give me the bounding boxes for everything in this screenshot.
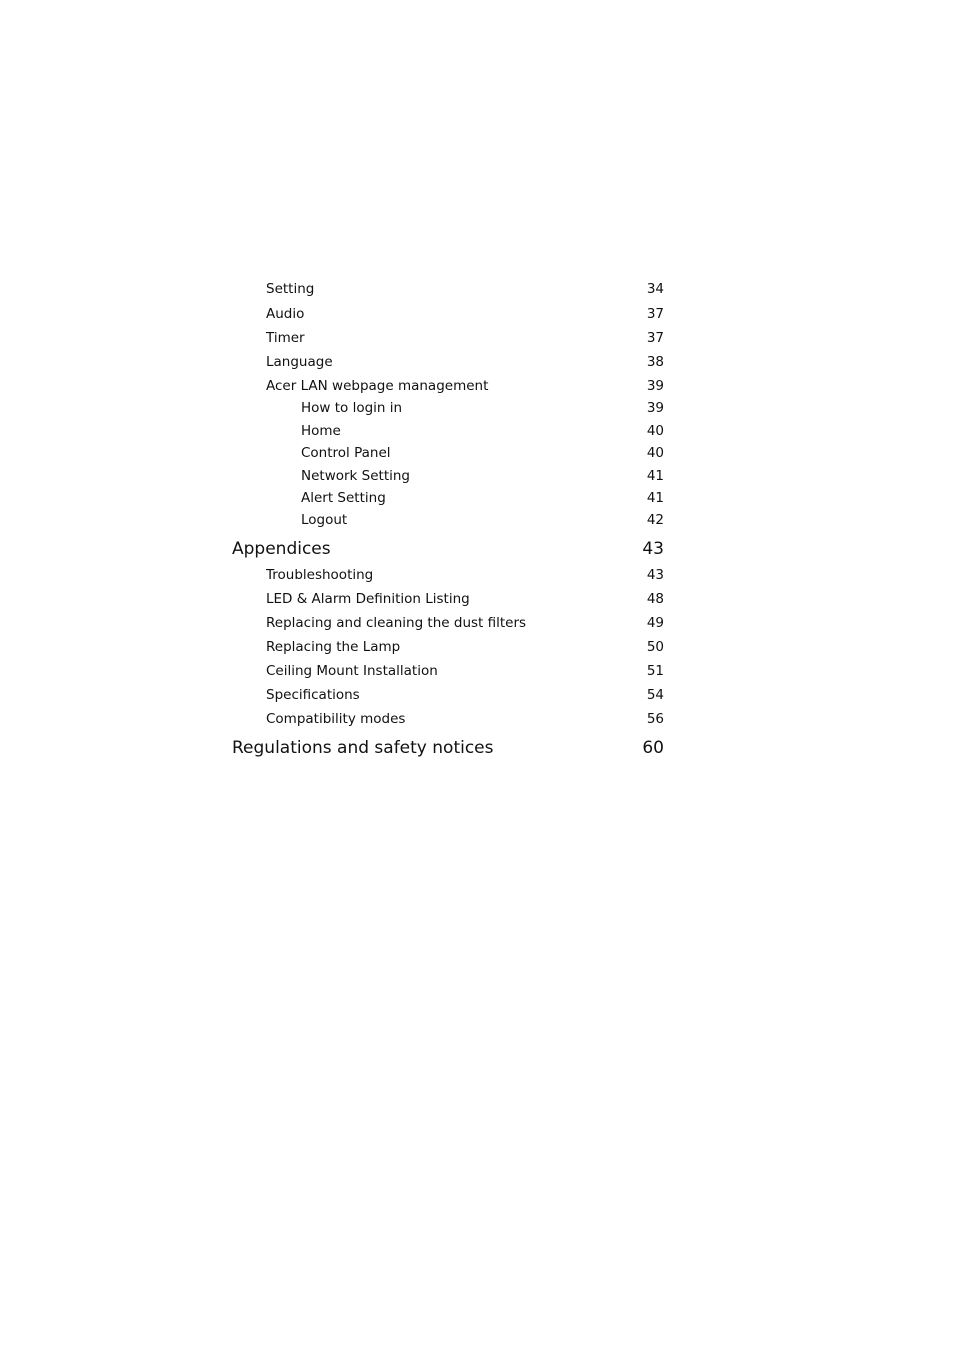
- toc-entry-page: 41: [646, 468, 664, 484]
- toc-entry-page: 40: [646, 445, 664, 461]
- toc-entry-timer[interactable]: [0, 328, 954, 350]
- toc-entry-page: 38: [646, 354, 664, 370]
- toc-chapter-title: Regulations and safety notices: [232, 738, 494, 758]
- toc-entry-title: Audio: [266, 306, 305, 322]
- toc-entry-setting[interactable]: [0, 279, 954, 301]
- toc-entry-page: 43: [646, 567, 664, 583]
- toc-entry-page: 50: [646, 639, 664, 655]
- toc-entry-page: 49: [646, 615, 664, 631]
- toc-entry-title: LED & Alarm Definition Listing: [266, 591, 470, 607]
- toc-entry-title: Home: [301, 423, 341, 439]
- toc-entry-title: Replacing the Lamp: [266, 639, 401, 655]
- toc-entry-led-alarm-definition-listing[interactable]: [0, 589, 954, 611]
- toc-entry-ceiling-mount-installation[interactable]: [0, 661, 954, 683]
- toc-entry-title: How to login in: [301, 400, 403, 416]
- toc-entry-page: 48: [646, 591, 664, 607]
- toc-entry-title: Alert Setting: [301, 490, 386, 506]
- toc-entry-page: 37: [646, 306, 664, 322]
- toc-entry-title: Ceiling Mount Installation: [266, 663, 438, 679]
- toc-entry-acer-lan-webpage-management[interactable]: [0, 376, 954, 398]
- toc-entry-language[interactable]: [0, 352, 954, 374]
- toc-entry-page: 39: [646, 400, 664, 416]
- toc-entry-compatibility-modes[interactable]: [0, 709, 954, 731]
- toc-entry-page: 39: [646, 378, 664, 394]
- toc-entry-title: Compatibility modes: [266, 711, 406, 727]
- toc-entry-page: 34: [646, 281, 664, 297]
- toc-chapter-regulations-safety-notices[interactable]: [0, 737, 954, 759]
- toc-entry-title: Logout: [301, 512, 348, 528]
- toc-entry-page: 54: [646, 687, 664, 703]
- toc-entry-title: Troubleshooting: [266, 567, 374, 583]
- toc-entry-control-panel[interactable]: [0, 443, 954, 465]
- toc-entry-page: 56: [646, 711, 664, 727]
- toc-entry-page: 42: [646, 512, 664, 528]
- toc-entry-title: Replacing and cleaning the dust filters: [266, 615, 527, 631]
- toc-entry-page: 41: [646, 490, 664, 506]
- toc-entry-title: Timer: [266, 330, 305, 346]
- toc-entry-audio[interactable]: [0, 304, 954, 326]
- toc-entry-logout[interactable]: [0, 510, 954, 532]
- toc-entry-replacing-cleaning-dust-filters[interactable]: [0, 613, 954, 635]
- toc-entry-page: 51: [646, 663, 664, 679]
- toc-chapter-page: 43: [642, 539, 664, 559]
- toc-entry-troubleshooting[interactable]: [0, 565, 954, 587]
- toc-entry-title: Control Panel: [301, 445, 391, 461]
- toc-entry-specifications[interactable]: [0, 685, 954, 707]
- toc-entry-title: Acer LAN webpage management: [266, 378, 489, 394]
- toc-entry-page: 40: [646, 423, 664, 439]
- toc-entry-replacing-the-lamp[interactable]: [0, 637, 954, 659]
- toc-chapter-title: Appendices: [232, 539, 331, 559]
- toc-entry-how-to-login-in[interactable]: [0, 398, 954, 420]
- toc-entry-alert-setting[interactable]: [0, 488, 954, 510]
- toc-entry-home[interactable]: [0, 421, 954, 443]
- toc-entry-title: Specifications: [266, 687, 360, 703]
- toc-entry-network-setting[interactable]: [0, 466, 954, 488]
- toc-chapter-page: 60: [642, 738, 664, 758]
- toc-entry-page: 37: [646, 330, 664, 346]
- toc-entry-title: Language: [266, 354, 333, 370]
- toc-entry-title: Network Setting: [301, 468, 410, 484]
- toc-chapter-appendices[interactable]: [0, 538, 954, 560]
- toc-entry-title: Setting: [266, 281, 315, 297]
